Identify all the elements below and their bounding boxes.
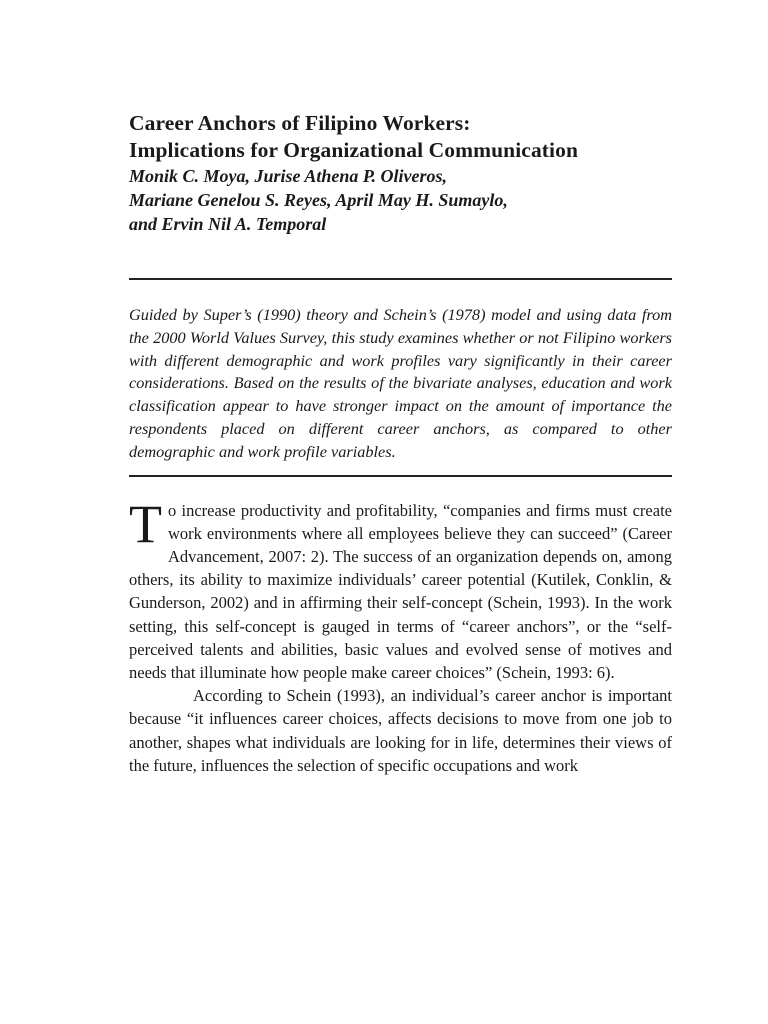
authors-line-1: Monik C. Moya, Jurise Athena P. Oliveros, [129, 166, 448, 186]
article-page [129, 110, 672, 777]
title-line-2: Implications for Organizational Communication [129, 138, 579, 162]
paragraph-1-text: o increase productivity and profitability, “companies and firms must create work environments where all employees believe they can succeed” (Career Advancement, 2007: 2). The success of an organization depends on, among others, its ability to maximize individuals’ career potential (Kutilek, Conklin, & Gunderson, 2002) and in affirming their self-concept (Schein, 1993). In the work setting, this self-concept is gauged in terms of “career anchors”, or the “self-perceived talents and abilities, basic values and evolved sense of motives and needs that illuminate how people make career choices” (Schein, 1993: 6). [129, 500, 672, 682]
authors-line-3: and Ervin Nil A. Temporal [129, 214, 327, 234]
abstract-text: Guided by Super’s (1990) theory and Schein’s (1978) model and using data from the 2000 World Values Survey, this study examines whether or not Filipino workers with different demographic and work profiles vary significantly in their career considerations. Based on the results of the bivariate analyses, education and work classification appear to have stronger impact on the amount of importance the respondents placed on different career anchors, as compared to other demographic and work profile variables. [129, 305, 672, 461]
article-title [129, 110, 672, 164]
title-line-1: Career Anchors of Filipino Workers: [129, 111, 471, 135]
body-paragraph-1 [129, 493, 672, 685]
author-list [129, 164, 672, 236]
authors-line-2: Mariane Genelou S. Reyes, April May H. Sumaylo, [129, 190, 508, 210]
abstract-top-rule [129, 278, 672, 280]
body-paragraph-2: According to Schein (1993), an individual’s career anchor is important because “it influences career choices, affects decisions to move from one job to another, shapes what individuals are looking for in life, determines their views of the future, influences the selection of specific occupations and work [129, 686, 672, 775]
abstract-bottom-rule [129, 475, 672, 477]
drop-cap: T [129, 493, 162, 554]
